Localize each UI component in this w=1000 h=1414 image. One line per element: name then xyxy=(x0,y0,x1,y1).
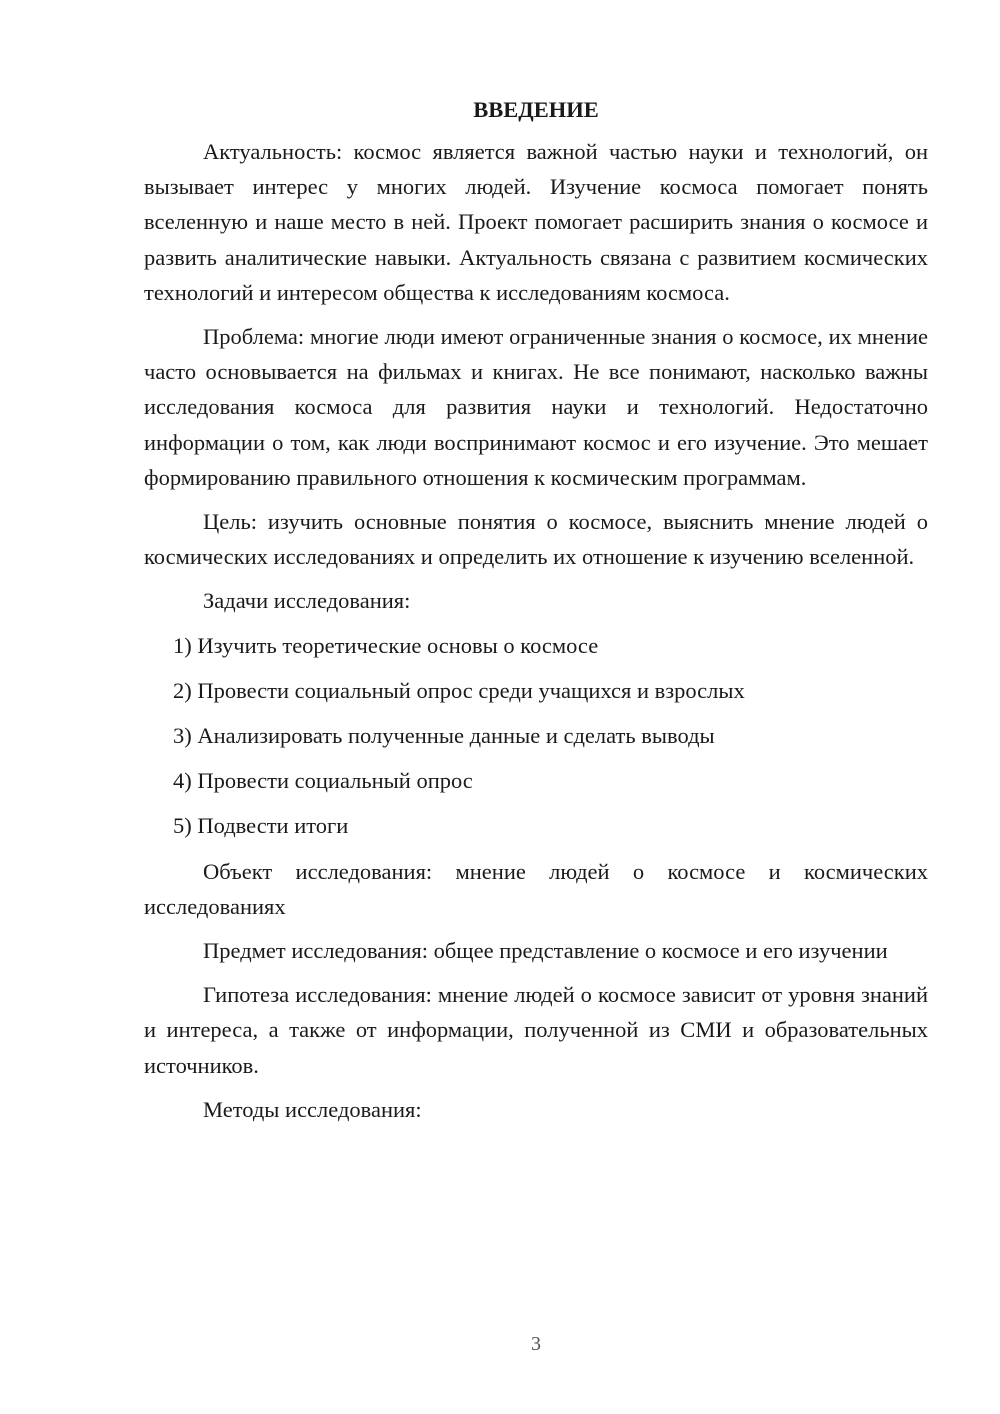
problem-paragraph: Проблема: многие люди имеют ограниченные знания о космосе, их мнение часто основывается на фильмах и книгах. Не все понимают, насколько важны исследования космоса для развития науки и технологий. Недостаточно информации о том, как люди воспринимают космос и его изучение. Это мешает формированию правильного отношения к космическим программам. xyxy=(144,324,928,490)
subject-paragraph: Предмет исследования: общее представление о космосе и его изучении xyxy=(203,938,888,964)
relevance-paragraph: Актуальность: космос является важной частью науки и технологий, он вызывает интерес у многих людей. Изучение космоса помогает понять вселенную и наше место в ней. Проект помогает расширить знания о космосе и развить аналитические навыки. Актуальность связана с развитием космических технологий и интересом общества к исследованиям космоса. xyxy=(144,139,928,305)
task-item: 5) Подвести итоги xyxy=(173,813,349,839)
object-paragraph: Объект исследования: мнение людей о космосе и космических исследованиях xyxy=(144,858,928,919)
page-content xyxy=(144,95,928,1136)
tasks-heading: Задачи исследования: xyxy=(203,588,411,614)
section-title: ВВЕДЕНИЕ xyxy=(473,97,599,122)
task-item: 1) Изучить теоретические основы о космосе xyxy=(173,632,599,658)
task-item: 3) Анализировать полученные данные и сделать выводы xyxy=(173,723,715,749)
hypothesis-paragraph: Гипотеза исследования: мнение людей о космосе зависит от уровня знаний и интереса, а также от информации, полученной из СМИ и образовательных источников. xyxy=(144,982,928,1078)
goal-paragraph: Цель: изучить основные понятия о космосе, выяснить мнение людей о космических исследованиях и определить их отношение к изучению вселенной. xyxy=(144,509,928,570)
page-number: 3 xyxy=(531,1333,541,1355)
task-item: 4) Провести социальный опрос xyxy=(173,768,473,794)
task-item: 2) Провести социальный опрос среди учащихся и взрослых xyxy=(173,677,745,703)
methods-heading: Методы исследования: xyxy=(203,1096,422,1122)
